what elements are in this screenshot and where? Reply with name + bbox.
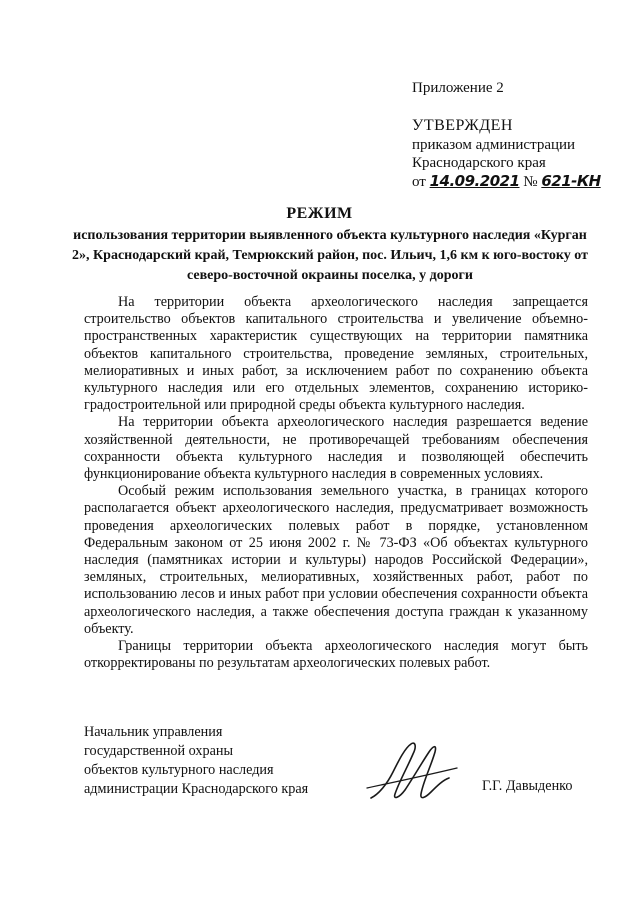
appendix-label: Приложение 2 bbox=[412, 80, 504, 96]
handwritten-date: 14.09.2021 bbox=[429, 172, 520, 190]
approval-date-line bbox=[412, 172, 601, 191]
approval-line-2: Краснодарского края bbox=[412, 155, 546, 171]
handwritten-number: 621-КН bbox=[541, 172, 601, 190]
paragraph-special-regime: Особый режим использования земельного участка, в границах которого располагается объект археологического наследия, предусматривает возможность проведения археологических полевых работ в порядке, установленном Федеральным законом от 25 июня 2002 г. № 73-ФЗ «Об объектах культурного наследия (памятниках истории и культуры) народов Российской Федерации», земляных, строительных, мелиоративных, хозяйственных работ, работ по использованию лесов и иных работ при условии обеспечения сохранности объекта археологического наследия, а также обеспечения доступа граждан к указанному объекту. bbox=[84, 483, 588, 637]
signatory-line-2: государственной охраны bbox=[84, 743, 234, 759]
document-title: РЕЖИМ bbox=[286, 205, 353, 222]
signatory-line-4: администрации Краснодарского края bbox=[84, 781, 309, 797]
signatory-line-3: объектов культурного наследия bbox=[84, 762, 274, 778]
document-body bbox=[84, 294, 588, 672]
document-subtitle: использования территории выявленного объекта культурного наследия «Курган 2», Краснодарский край, Темрюкский район, пос. Ильич, 1,6 км к юго-востоку от северо-восточной окраины поселка, у дороги bbox=[72, 228, 588, 283]
date-prefix: от bbox=[412, 174, 426, 190]
handwritten-signature bbox=[365, 738, 460, 806]
approval-stamp bbox=[412, 117, 601, 191]
signatory-name: Г.Г. Давыденко bbox=[482, 778, 573, 794]
paragraph-prohibition: На территории объекта археологического наследия запрещается строительство объектов капитального строительства и увеличение объемно-пространственных характеристик существующих на территории памятника объектов капитального строительства, проведение земляных, строительных, мелиоративных и иных работ, за исключением работ по сохранению объекта культурного наследия или его отдельных элементов, сохранению историко-градостроительной или природной среды объекта культурного наследия. bbox=[84, 294, 588, 414]
approval-line-1: приказом администрации bbox=[412, 137, 576, 153]
number-prefix: № bbox=[523, 174, 538, 190]
signatory-position bbox=[84, 723, 308, 799]
paragraph-boundaries: Границы территории объекта археологического наследия могут быть откорректированы по результатам археологических полевых работ. bbox=[84, 638, 588, 672]
signatory-line-1: Начальник управления bbox=[84, 724, 223, 740]
paragraph-permission: На территории объекта археологического наследия разрешается ведение хозяйственной деятельности, не противоречащей требованиям обеспечения сохранности объекта культурного наследия и позволяющей обеспечить функционирование объекта культурного наследия в современных условиях. bbox=[84, 414, 588, 483]
approved-heading: УТВЕРЖДЕН bbox=[412, 117, 513, 134]
